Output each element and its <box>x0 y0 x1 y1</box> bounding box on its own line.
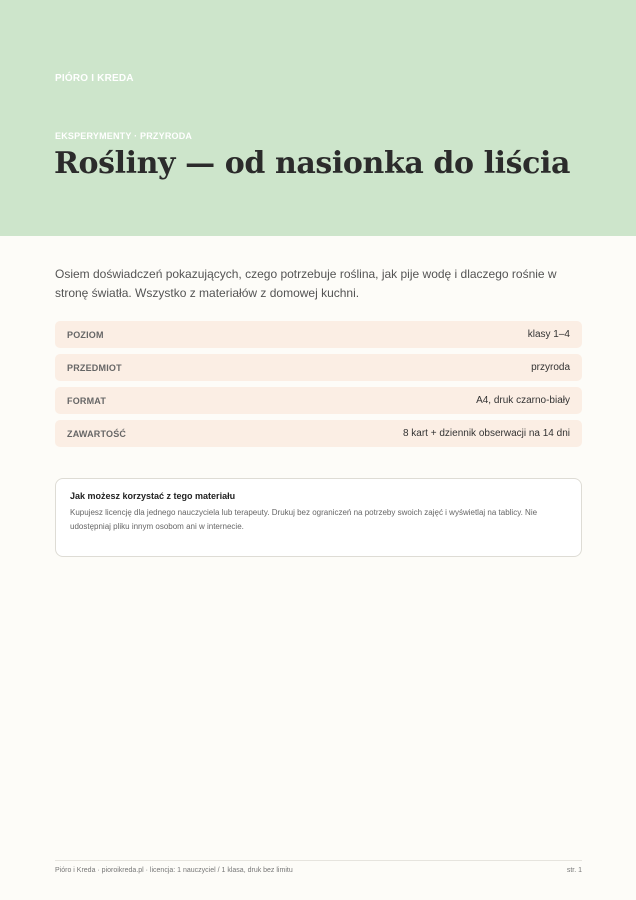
license-title: Jak możesz korzystać z tego materiału <box>70 491 236 501</box>
detail-label: FORMAT <box>67 395 107 406</box>
page-title: Rośliny — od nasionka do liścia <box>54 146 571 181</box>
detail-value: A4, druk czarno-biały <box>476 395 570 406</box>
details-list <box>55 321 582 453</box>
hero-banner <box>0 0 636 236</box>
detail-label: POZIOM <box>67 329 104 340</box>
detail-row-format <box>55 387 582 414</box>
detail-row-contents <box>55 420 582 447</box>
detail-label: ZAWARTOŚĆ <box>67 428 127 439</box>
detail-value: klasy 1–4 <box>527 329 570 340</box>
license-text: Kupujesz licencję dla jednego nauczyciela lub terapeuty. Drukuj bez ograniczeń na potrzeby swoich zajęć i wyświetlaj na tablicy. Nie udostępniaj pliku innym osobom ani w internecie. <box>70 508 538 531</box>
brand-name: PIÓRO I KREDA <box>55 73 134 84</box>
footer-credits: Pióro i Kreda · pioroikreda.pl · licencja: 1 nauczyciel / 1 klasa, druk bez limitu <box>55 867 293 874</box>
page-number: str. 1 <box>566 867 582 874</box>
detail-label: PRZEDMIOT <box>67 362 122 373</box>
detail-row-level <box>55 321 582 348</box>
category-kicker: EKSPERYMENTY · PRZYRODA <box>55 131 193 141</box>
license-box <box>55 478 582 557</box>
detail-row-subject <box>55 354 582 381</box>
page-footer <box>55 860 582 874</box>
detail-value: 8 kart + dziennik obserwacji na 14 dni <box>402 428 570 439</box>
intro-paragraph: Osiem doświadczeń pokazujących, czego potrzebuje roślina, jak pije wodę i dlaczego rośnie w stronę światła. Wszystko z materiałów z domowej kuchni. <box>55 267 557 300</box>
detail-value: przyroda <box>531 362 570 373</box>
